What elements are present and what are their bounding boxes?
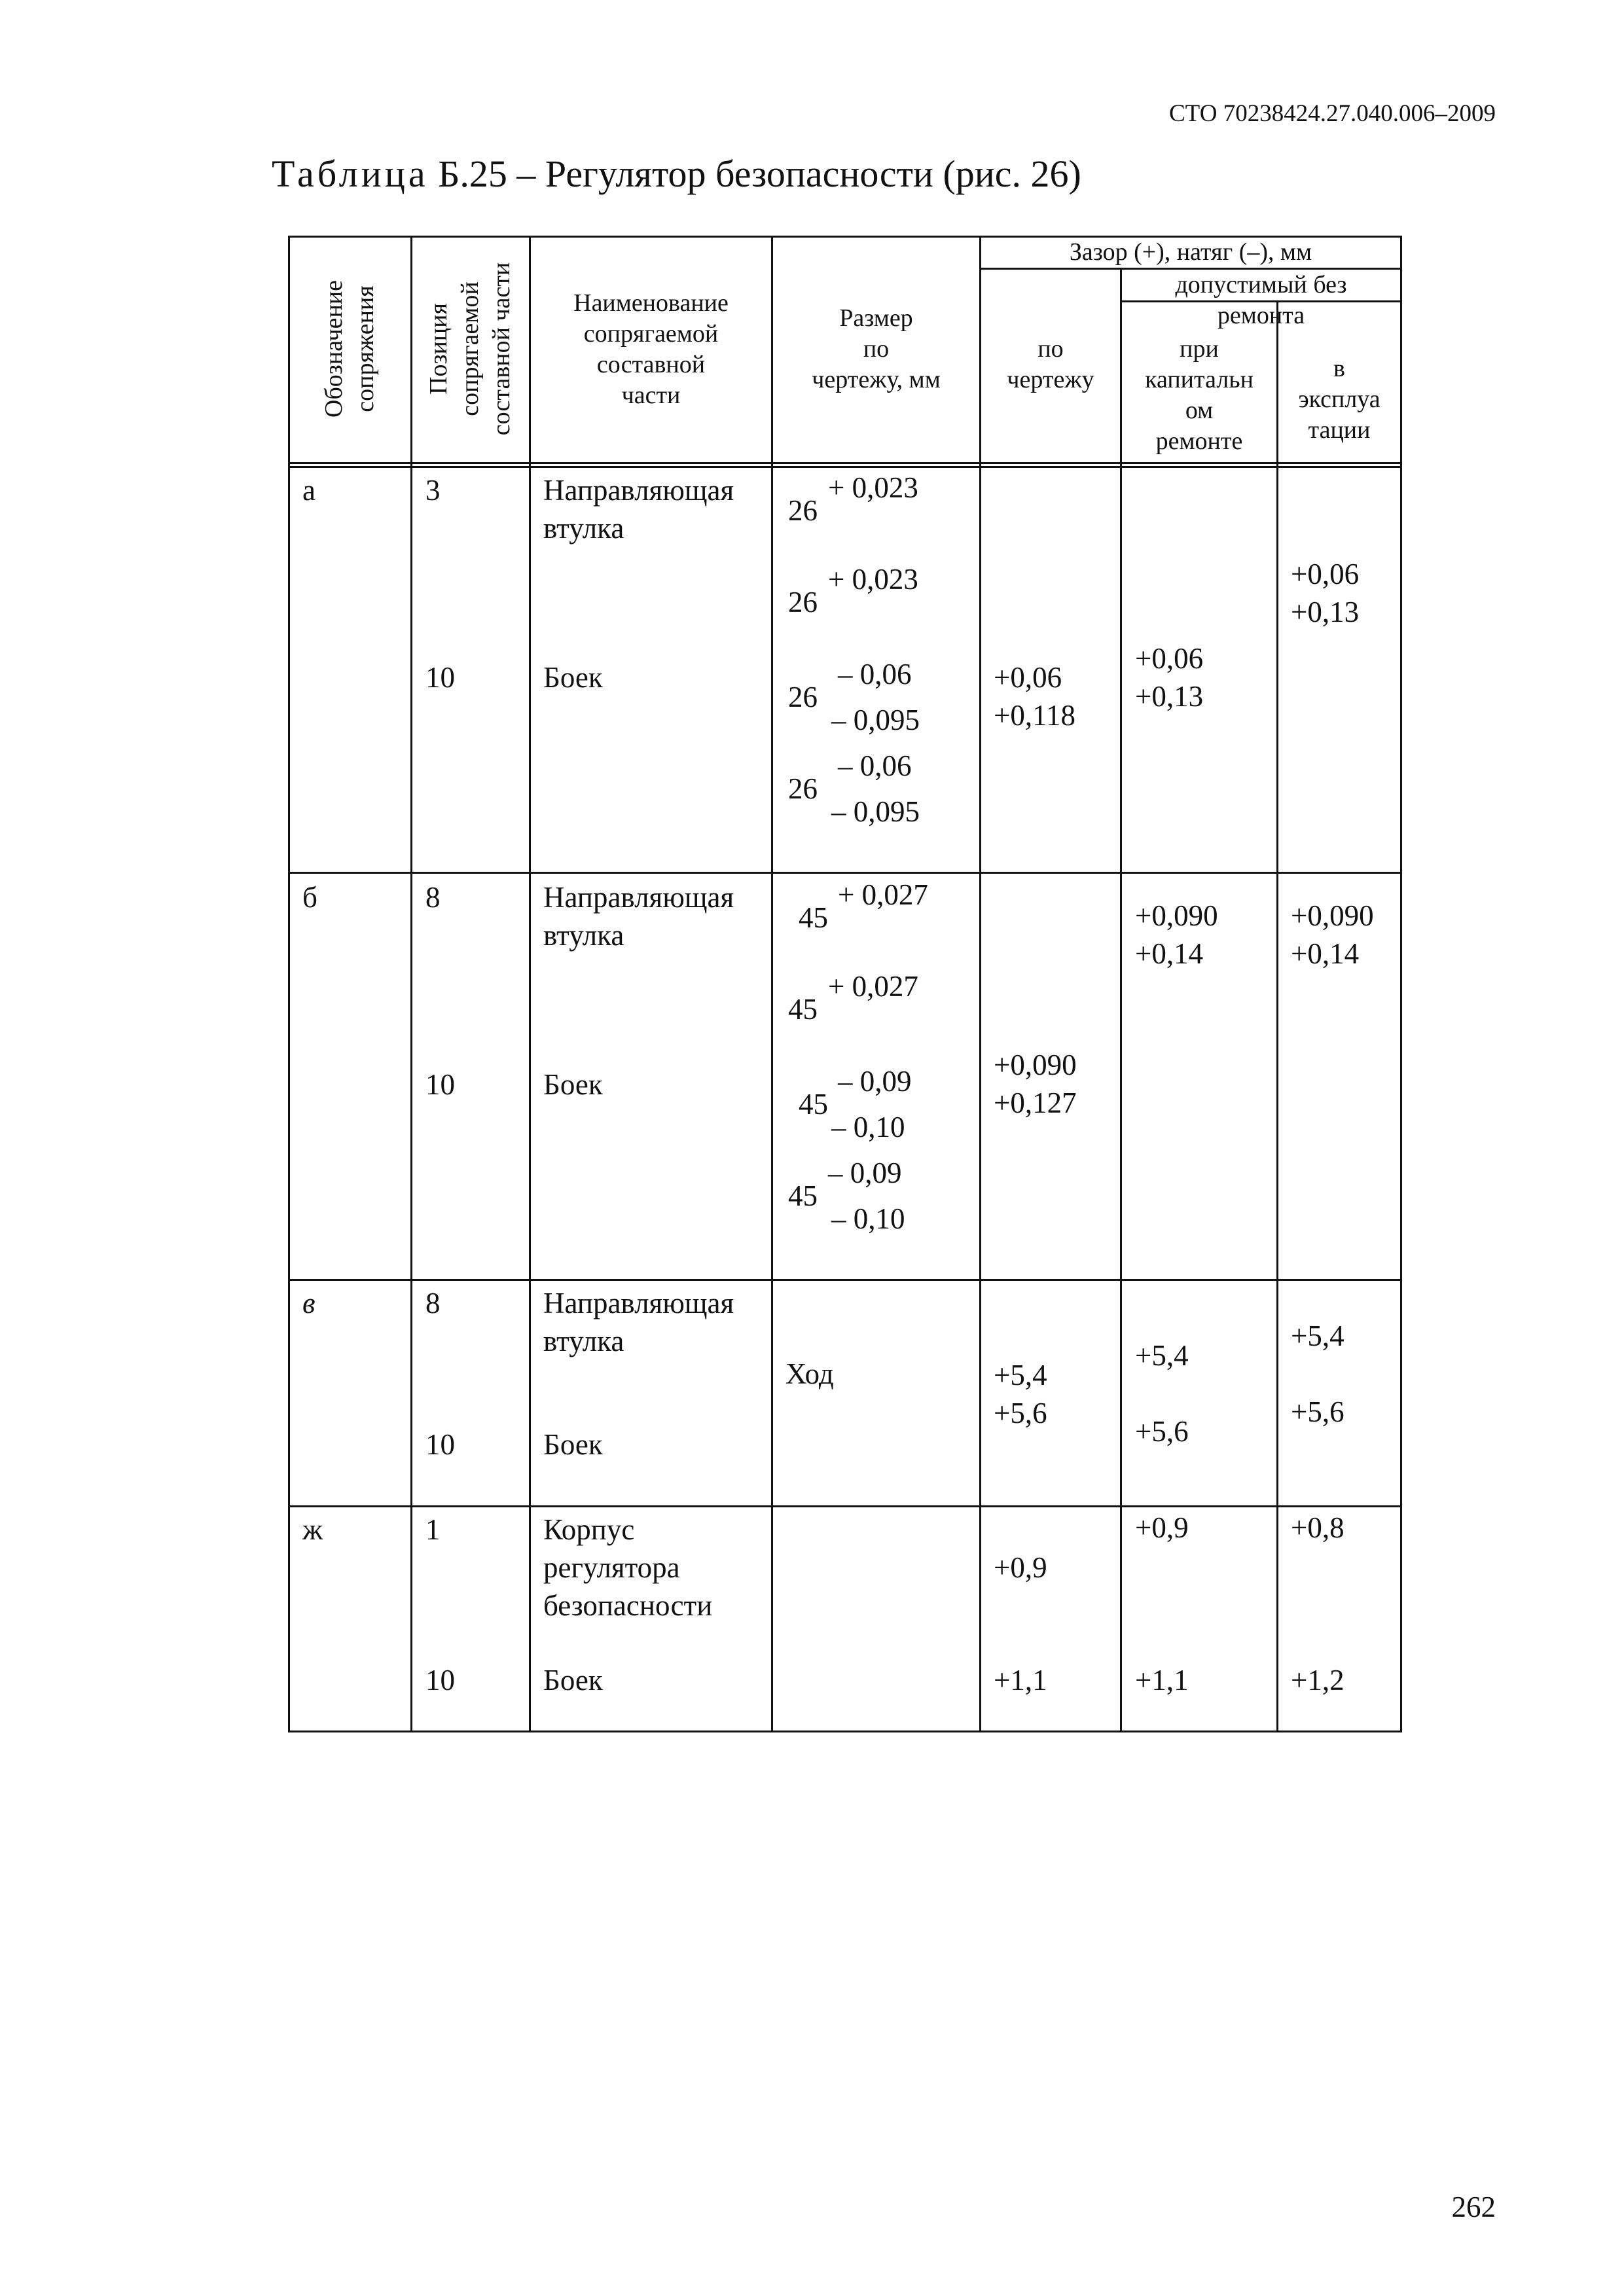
row-b-capital: +0,090 +0,14 [1135,899,1218,970]
row-b-position-1: 8 [425,881,441,914]
size-upper-deviation: + 0,027 [838,878,928,911]
row-v-designation: в [302,1287,316,1319]
row-b-position-2: 10 [425,1068,455,1101]
size-base: 45 [788,993,818,1026]
row-b-by-drawing: +0,090 +0,127 [994,1049,1077,1119]
page-number: 262 [1451,2191,1496,2223]
tolerance-table [288,236,1402,1728]
column-line [1276,300,1278,1732]
header-allowed-group: допустимый без ремонта [1175,271,1347,329]
row-zh-operation-2: +1,2 [1291,1664,1344,1696]
row-v-position-1: 8 [425,1287,441,1319]
header-size: Размер по чертежу, мм [812,304,941,393]
size-upper-deviation: + 0,027 [828,970,918,1003]
row-a-capital: +0,06 +0,13 [1135,642,1204,713]
row-divider [288,872,1402,874]
row-v-operation-2: +5,6 [1291,1395,1344,1428]
size-base: 26 [788,681,818,713]
row-v-capital-1: +5,4 [1135,1339,1189,1372]
row-divider [288,1279,1402,1281]
header-designation: Обозначение сопряжения [320,280,379,418]
row-zh-operation-1: +0,8 [1291,1511,1344,1544]
row-zh-designation: ж [302,1513,323,1546]
row-zh-name-1: Корпус регулятора безопасности [543,1513,713,1622]
size-base: 45 [788,1179,818,1212]
size-upper-deviation: – 0,09 [828,1157,902,1189]
row-b-designation: б [302,881,317,914]
row-divider [288,1505,1402,1507]
row-b-name-2: Боек [543,1068,603,1101]
size-upper-deviation: – 0,06 [838,749,912,782]
header-gap-group: Зазор (+), натяг (–), мм [1069,238,1312,266]
header-bottom-line [288,462,1402,464]
document-code: СТО 70238424.27.040.006–2009 [1168,100,1496,127]
size-upper-deviation: – 0,06 [838,658,912,691]
header-capital-repair: при капитальн ом ремонте [1145,335,1254,455]
row-b-name-1: Направляющая втулка [543,881,734,952]
row-zh-capital-1: +0,9 [1135,1511,1189,1544]
size-base: 45 [799,1088,828,1121]
row-v-size: Ход [785,1357,834,1390]
column-line [410,236,412,1732]
row-v-position-2: 10 [425,1428,455,1461]
row-v-capital-2: +5,6 [1135,1415,1189,1448]
column-line [979,236,981,1732]
column-line [529,236,531,1732]
row-zh-by-drawing-1: +0,9 [994,1551,1047,1584]
header-position: Позиция сопрягаемой составной части [425,262,515,436]
size-lower-deviation: – 0,10 [831,1202,905,1235]
row-a-operation: +0,06 +0,13 [1291,558,1360,628]
row-a-by-drawing: +0,06 +0,118 [994,661,1075,732]
size-lower-deviation: – 0,095 [831,795,920,828]
row-a-name-1: Направляющая втулка [543,474,734,545]
row-zh-position-1: 1 [425,1513,441,1546]
header-by-drawing: по чертежу [1007,335,1094,393]
row-a-position-1: 3 [425,474,441,507]
table-border-right [1400,236,1402,1732]
row-b-operation: +0,090 +0,14 [1291,899,1374,970]
table-title-label: Таблица [272,152,429,195]
size-base: 45 [799,901,828,934]
row-v-operation-1: +5,4 [1291,1319,1344,1352]
row-zh-position-2: 10 [425,1664,455,1696]
row-zh-name-2: Боек [543,1664,603,1696]
header-operation: в эксплуа тации [1298,355,1380,444]
size-lower-deviation: – 0,095 [831,704,920,736]
header-bottom-line-2 [288,466,1402,468]
size-base: 26 [788,494,818,527]
row-v-name-2: Боек [543,1428,603,1461]
size-base: 26 [788,586,818,619]
column-line [771,236,773,1732]
row-v-name-1: Направляющая втулка [543,1287,734,1357]
row-zh-capital-2: +1,1 [1135,1664,1189,1696]
table-border-bottom [288,1731,1402,1732]
size-upper-deviation: – 0,09 [838,1065,912,1098]
column-line [288,236,290,1732]
size-lower-deviation: – 0,10 [831,1111,905,1143]
table-title [272,152,1081,196]
size-base: 26 [788,772,818,805]
size-upper-deviation: + 0,023 [828,563,918,596]
header-name: Наименование сопрягаемой составной части [573,289,729,409]
row-zh-by-drawing-2: +1,1 [994,1664,1047,1696]
row-a-designation: а [302,474,316,507]
size-upper-deviation: + 0,023 [828,471,918,504]
column-line [1120,268,1122,1732]
row-a-name-2: Боек [543,661,603,694]
table-title-text: Б.25 – Регулятор безопасности (рис. 26) [438,152,1081,195]
row-a-position-2: 10 [425,661,455,694]
row-v-by-drawing: +5,4 +5,6 [994,1359,1047,1429]
